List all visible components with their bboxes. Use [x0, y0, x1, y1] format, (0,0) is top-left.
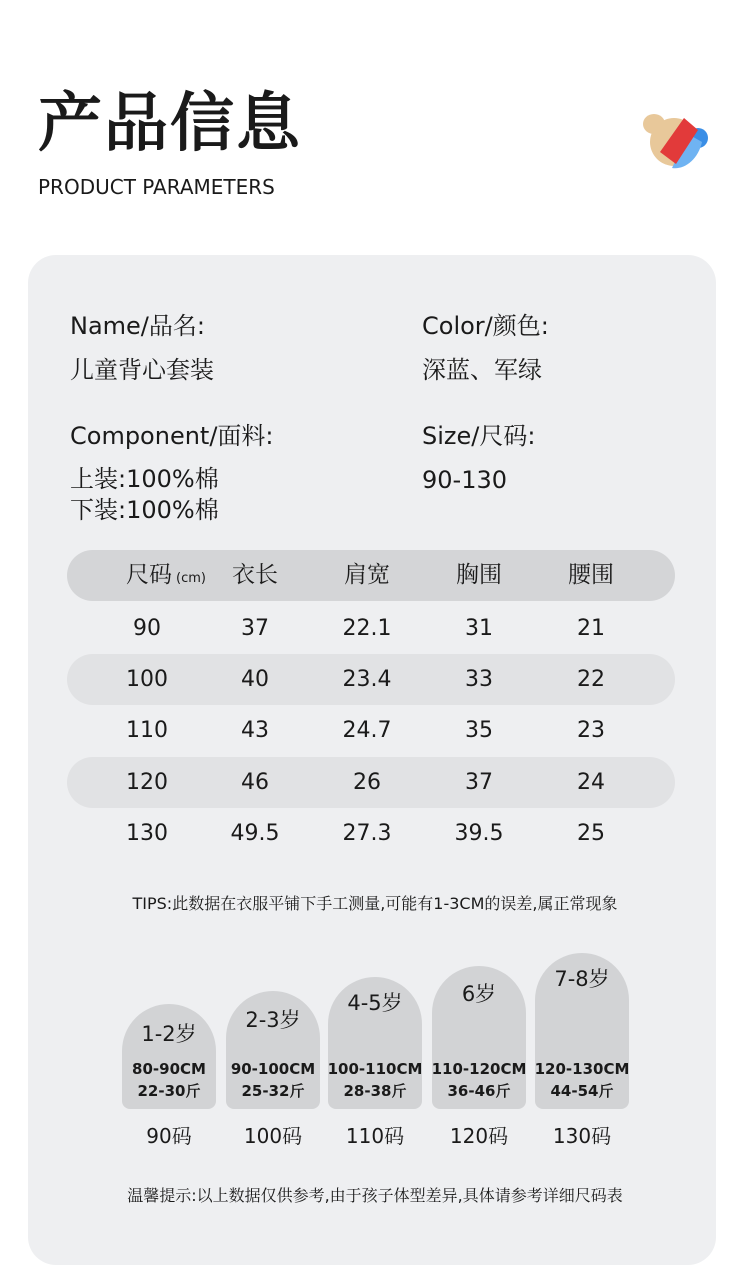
size-guide-pill — [226, 991, 320, 1109]
header-size-unit: (cm) — [176, 571, 206, 586]
table-cell: 22 — [577, 667, 605, 692]
footer-note: 温馨提示:以上数据仅供参考,由于孩子体型差异,具体请参考详细尺码表 — [127, 1186, 623, 1205]
page-title: 产品信息 — [38, 87, 302, 161]
table-cell: 37 — [465, 770, 493, 795]
size-guide-label: 100码 — [243, 1124, 303, 1148]
pill-age: 4-5岁 — [347, 991, 403, 1015]
table-cell: 100 — [126, 667, 168, 692]
size-guide-label: 110码 — [345, 1124, 405, 1148]
table-cell: 31 — [465, 616, 493, 641]
table-cell: 21 — [577, 616, 605, 641]
pill-weight: 25-32斤 — [241, 1082, 305, 1100]
table-cell: 49.5 — [230, 821, 280, 846]
table-cell: 24.7 — [342, 718, 392, 743]
name-label: Name/品名: — [70, 312, 205, 340]
component-value — [70, 464, 219, 526]
page-subtitle: PRODUCT PARAMETERS — [38, 175, 275, 199]
table-cell: 37 — [241, 616, 269, 641]
pill-height: 80-90CM — [132, 1060, 206, 1078]
table-cell: 35 — [465, 718, 493, 743]
pill-weight: 22-30斤 — [137, 1082, 201, 1100]
table-cell: 39.5 — [454, 821, 504, 846]
pill-age: 1-2岁 — [141, 1022, 197, 1046]
table-cell: 25 — [577, 821, 605, 846]
table-cell: 27.3 — [342, 821, 392, 846]
size-label: Size/尺码: — [422, 422, 536, 450]
brand-logo-icon — [640, 112, 710, 172]
pill-height: 90-100CM — [230, 1060, 316, 1078]
table-cell: 22.1 — [342, 616, 392, 641]
name-value: 儿童背心套装 — [70, 356, 214, 384]
component-label: Component/面料: — [70, 422, 274, 450]
table-cell: 120 — [126, 770, 168, 795]
table-cell: 23 — [577, 718, 605, 743]
pill-height: 110-120CM — [431, 1060, 527, 1078]
size-guide-pill — [535, 953, 629, 1109]
header-chest: 胸围 — [456, 562, 502, 588]
pill-weight: 28-38斤 — [343, 1082, 407, 1100]
component-bottom: 下装:100%棉 — [70, 496, 219, 524]
table-cell: 40 — [241, 667, 269, 692]
size-guide-label: 120码 — [449, 1124, 509, 1148]
pill-weight: 44-54斤 — [550, 1082, 614, 1100]
table-cell: 33 — [465, 667, 493, 692]
size-guide-pill — [432, 966, 526, 1109]
size-guide-pill — [328, 977, 422, 1109]
size-guide-pill — [122, 1004, 216, 1109]
header-shoulder: 肩宽 — [344, 562, 390, 588]
table-cell: 24 — [577, 770, 605, 795]
pill-age: 7-8岁 — [554, 967, 610, 991]
size-value: 90-130 — [422, 466, 508, 494]
component-top: 上装:100%棉 — [70, 465, 219, 493]
table-cell: 110 — [126, 718, 168, 743]
color-label: Color/颜色: — [422, 312, 549, 340]
table-cell: 26 — [353, 770, 381, 795]
pill-age: 6岁 — [461, 982, 497, 1006]
header-waist: 腰围 — [568, 562, 614, 588]
header-size-text: 尺码 — [126, 562, 173, 588]
size-guide-label: 130码 — [552, 1124, 612, 1148]
pill-age: 2-3岁 — [245, 1008, 301, 1032]
pill-weight: 36-46斤 — [447, 1082, 511, 1100]
header-length: 衣长 — [232, 562, 278, 588]
pill-height: 100-110CM — [327, 1060, 423, 1078]
table-cell: 90 — [133, 616, 161, 641]
table-cell: 130 — [126, 821, 168, 846]
pill-height: 120-130CM — [534, 1060, 630, 1078]
table-cell: 23.4 — [342, 667, 392, 692]
measurement-tips: TIPS:此数据在衣服平铺下手工测量,可能有1-3CM的误差,属正常现象 — [132, 894, 618, 913]
table-cell: 43 — [241, 718, 269, 743]
size-guide-label: 90码 — [146, 1124, 192, 1148]
color-value: 深蓝、军绿 — [422, 356, 542, 384]
table-cell: 46 — [241, 770, 269, 795]
